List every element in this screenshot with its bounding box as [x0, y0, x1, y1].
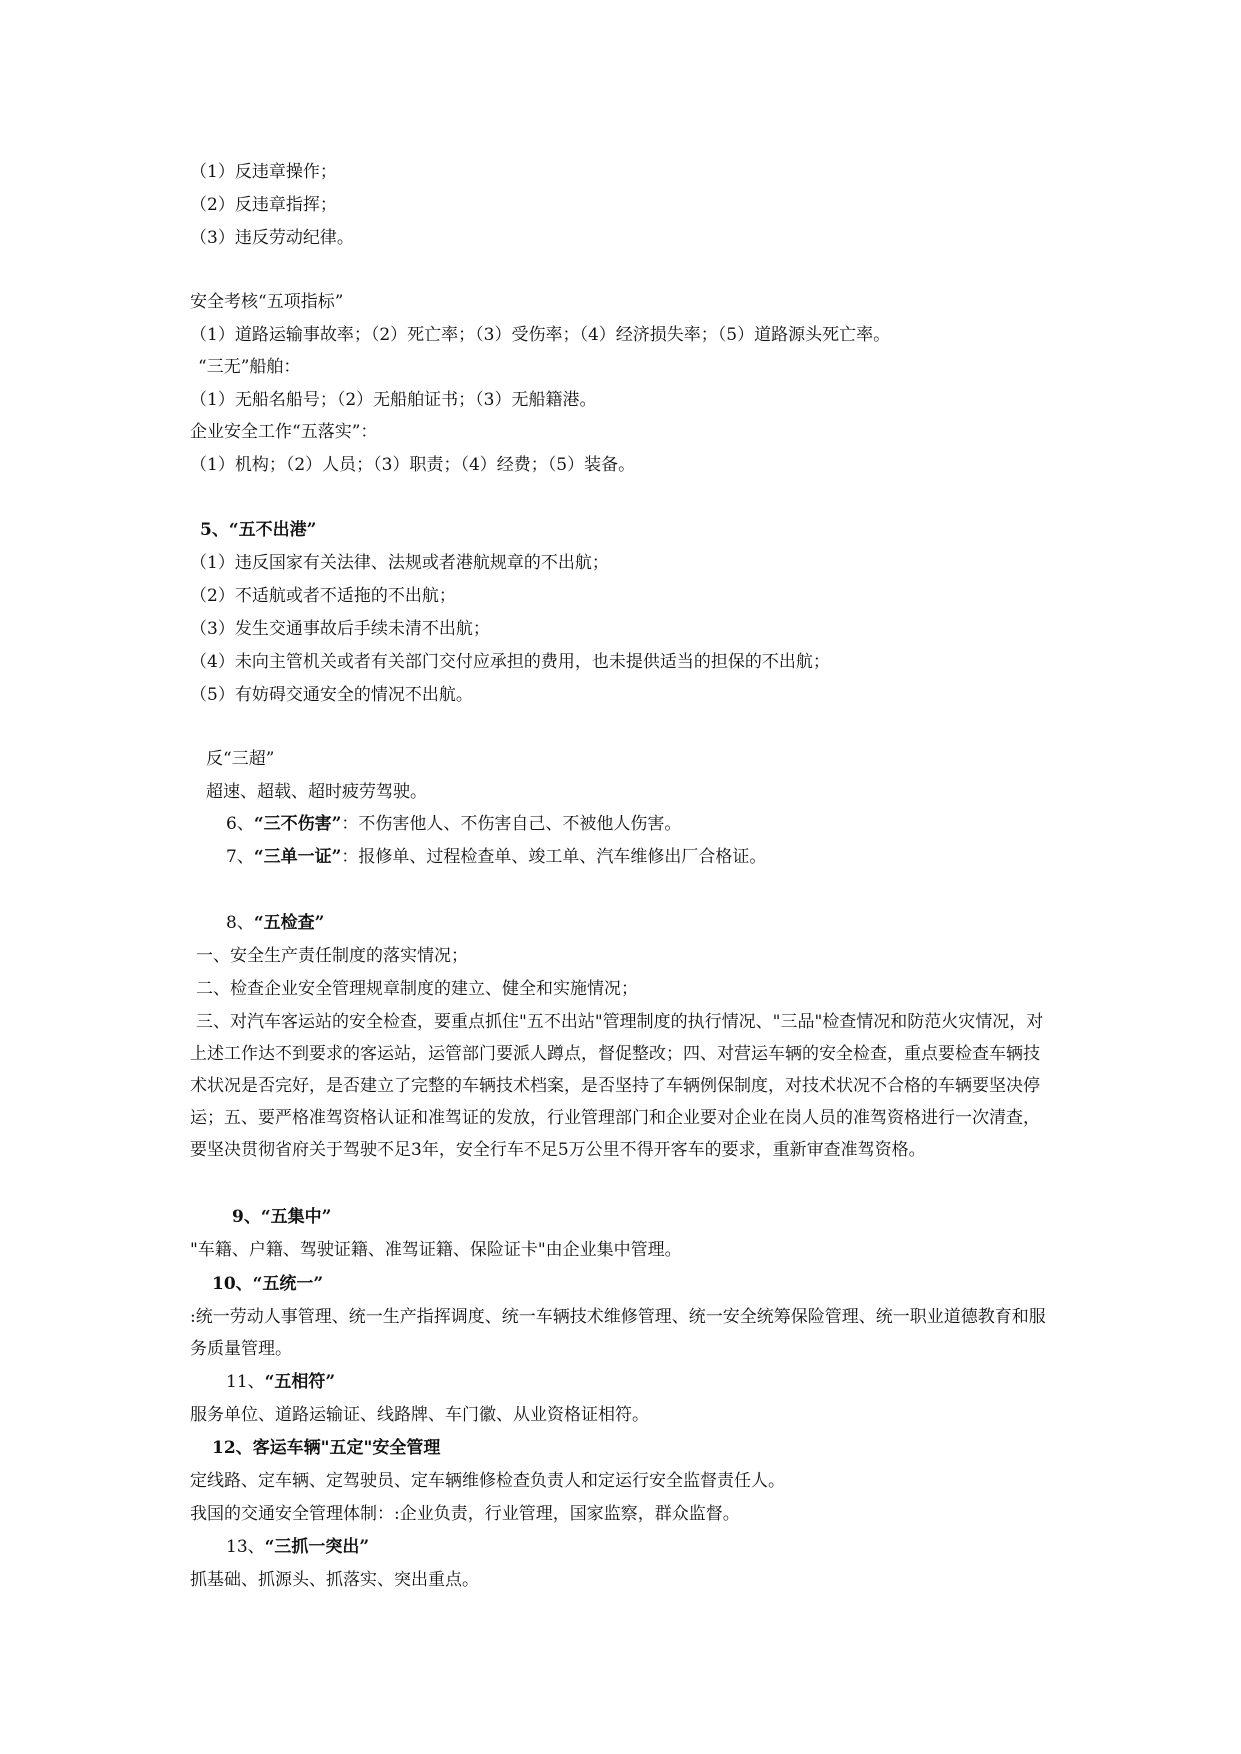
text-line: （1）无船名船号；（2）无船舶证书；（3）无船籍港。 [190, 390, 597, 410]
section-heading: “五相符” [264, 1372, 336, 1392]
text-line: （2）不适航或者不适拖的不出航； [190, 586, 456, 606]
text-line: （1）违反国家有关法律、法规或者港航规章的不出航； [190, 553, 609, 573]
section-text: ：不伤害他人、不伤害自己、不被他人伤害。 [341, 814, 682, 834]
paragraph: 三、对汽车客运站的安全检查，要重点抓住"五不出站"管理制度的执行情况、"三品"检查情况和防范火灾情况，对上述工作达不到要求的客运站，运管部门要派人蹲点，督促整改；四、对营运车辆的安全检查，重点要检查车辆技术状况是否完好，是否建立了完整的车辆技术档案，是否坚持了车辆例保制度，对技术状况不合格的车辆要坚决停运；五、要严格准驾资格认证和准驾证的发放，行业管理部门和企业要对企业在岗人员的准驾资格进行一次清查，要坚决贯彻省府关于驾驶不足3年，安全行车不足5万公里不得开客车的要求，重新审查准驾资格。 [190, 1012, 1044, 1160]
text-line: 二、检查企业安全管理规章制度的建立、健全和实施情况； [196, 979, 638, 999]
section-heading: 12、客运车辆"五定"安全管理 [212, 1438, 441, 1458]
text-line: （2）反违章指挥； [190, 195, 337, 215]
section-heading: 10、“五统一” [212, 1274, 324, 1294]
text-line: 我国的交通安全管理体制：:企业负责，行业管理，国家监察，群众监督。 [190, 1504, 740, 1524]
text-line: 定线路、定车辆、定驾驶员、定车辆维修检查负责人和定运行安全监督责任人。 [190, 1471, 785, 1491]
section-heading: 9、“五集中” [232, 1207, 332, 1227]
text-line: 服务单位、道路运输证、线路牌、车门徽、从业资格证相符。 [190, 1405, 649, 1425]
text-line: 一、安全生产责任制度的落实情况； [196, 946, 468, 966]
text-line: （3）发生交通事故后手续未清不出航； [190, 619, 490, 639]
text-line: 超速、超载、超时疲劳驾驶。 [206, 782, 427, 802]
section-line [226, 1371, 335, 1393]
section-number: 13、 [226, 1537, 265, 1557]
section-heading: 5、“五不出港” [200, 520, 317, 540]
section-number: 11、 [226, 1372, 265, 1392]
text-line: "车籍、户籍、驾驶证籍、准驾证籍、保险证卡"由企业集中管理。 [190, 1240, 682, 1260]
text-line: 反“三超” [206, 749, 275, 769]
section-heading: “五检查” [253, 913, 325, 933]
section-number: 8、 [226, 913, 254, 933]
section-number: 6、 [226, 814, 254, 834]
text-line: 安全考核“五项指标” [190, 292, 344, 312]
text-line: （4）未向主管机关或者有关部门交付应承担的费用，也未提供适当的担保的不出航； [190, 652, 830, 672]
text-line: 企业安全工作“五落实”： [190, 422, 378, 442]
text-line: “三无”船舶： [198, 357, 301, 377]
text-line: （1）反违章操作； [190, 162, 337, 182]
section-heading: “三单一证” [253, 847, 342, 867]
paragraph: :统一劳动人事管理、统一生产指挥调度、统一车辆技术维修管理、统一安全统筹保险管理、统一职业道德教育和服务质量管理。 [190, 1307, 1046, 1359]
text-line: 抓基础、抓源头、抓落实、突出重点。 [190, 1570, 479, 1590]
section-line [226, 846, 766, 868]
section-line [226, 912, 324, 934]
section-line [226, 1536, 369, 1558]
section-text: ：报修单、过程检查单、竣工单、汽车维修出厂合格证。 [341, 847, 767, 867]
section-heading: “三不伤害” [253, 814, 342, 834]
text-line: （3）违反劳动纪律。 [190, 228, 354, 248]
text-line: （1）机构；（2）人员；（3）职责；（4）经费；（5）装备。 [190, 455, 636, 475]
text-line: （5）有妨碍交通安全的情况不出航。 [190, 685, 473, 705]
section-line [226, 813, 681, 835]
section-number: 7、 [226, 847, 254, 867]
section-heading: “三抓一突出” [264, 1537, 370, 1557]
text-line: （1）道路运输事故率；（2）死亡率；（3）受伤率；（4）经济损失率；（5）道路源头死亡率。 [190, 325, 891, 345]
